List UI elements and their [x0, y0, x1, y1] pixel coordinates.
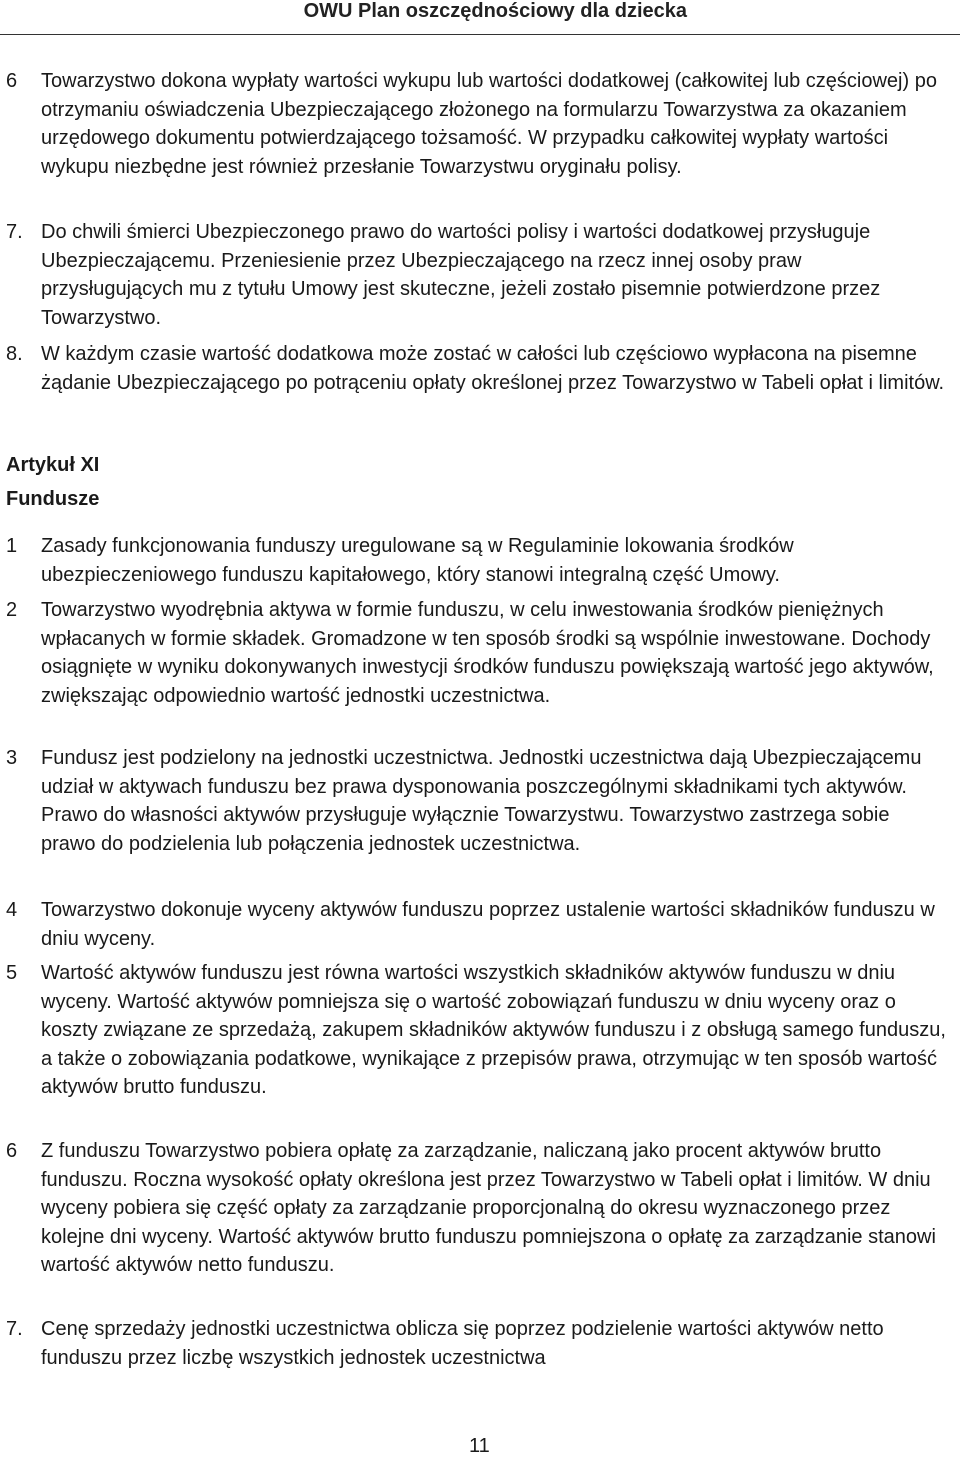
- item-text: Do chwili śmierci Ubezpieczonego prawo do wartości polisy i wartości dodatkowej przysługuje Ubezpieczającemu. Przeniesienie przez Ubezpieczającego na rzecz innej osoby praw przysługujących mu z tytułu Umowy jest skuteczne, jeżeli zostało pisemnie potwierdzone przez Towarzystwo.: [41, 221, 881, 329]
- item-number: 6: [6, 70, 18, 92]
- page-number: 11: [469, 1435, 490, 1457]
- item-number: 7.: [6, 1318, 23, 1340]
- item-number: 7.: [6, 221, 23, 243]
- item-text: Wartość aktywów funduszu jest równa wartości wszystkich składników aktywów funduszu w dniu wyceny. Wartość aktywów pomniejsza się o wartość zobowiązań funduszu w dniu wyceny oraz o koszty związane ze sprzedażą, zakupem składników aktywów funduszu i z obsługą samego funduszu, a także o zobowiązania podatkowe, wynikające z przepisów prawa, otrzymując w ten sposób wartość aktywów brutto funduszu.: [41, 962, 946, 1099]
- header-divider: [0, 34, 960, 35]
- item-number: 5: [6, 962, 18, 984]
- item-number: 8.: [6, 343, 23, 365]
- item-number: 1: [6, 535, 18, 557]
- article-title: Fundusze: [6, 488, 100, 510]
- item-text: Cenę sprzedaży jednostki uczestnictwa oblicza się poprzez podzielenie wartości aktywów netto funduszu przez liczbę wszystkich jednostek uczestnictwa: [41, 1318, 884, 1369]
- item-text: Towarzystwo dokona wypłaty wartości wykupu lub wartości dodatkowej (całkowitej lub częściowej) po otrzymaniu oświadczenia Ubezpieczającego złożonego na formularzu Towarzystwa za okazaniem urzędowego dokumentu potwierdzającego tożsamość. W przypadku całkowitej wypłaty wartości wykupu niezbędne jest również przesłanie Towarzystwu oryginału polisy.: [41, 70, 937, 178]
- item-text: Zasady funkcjonowania funduszy uregulowane są w Regulaminie lokowania środków ubezpieczeniowego funduszu kapitałowego, który stanowi integralną część Umowy.: [41, 535, 794, 586]
- item-number: 3: [6, 747, 18, 769]
- item-text: Towarzystwo dokonuje wyceny aktywów funduszu poprzez ustalenie wartości składników funduszu w dniu wyceny.: [41, 899, 935, 950]
- item-number: 6: [6, 1140, 18, 1162]
- article-label: Artykuł XI: [6, 454, 100, 476]
- item-text: Towarzystwo wyodrębnia aktywa w formie funduszu, w celu inwestowania środków pieniężnych wpłacanych w formie składek. Gromadzone w ten sposób środki są wspólnie inwestowane. Dochody osiągnięte w wyniku dokonywanych inwestycji środków funduszu powiększają wartość jego aktywów, zwiększając odpowiednio wartość jednostki uczestnictwa.: [41, 599, 934, 707]
- item-number: 2: [6, 599, 18, 621]
- item-text: Fundusz jest podzielony na jednostki uczestnictwa. Jednostki uczestnictwa dają Ubezpieczającemu udział w aktywach funduszu bez prawa dysponowania poszczególnymi składnikami tych aktywów. Prawo do własności aktywów przysługuje wyłącznie Towarzystwu. Towarzystwo zastrzega sobie prawo do podzielenia lub połączenia jednostek uczestnictwa.: [41, 747, 922, 855]
- item-number: 4: [6, 899, 18, 921]
- item-text: W każdym czasie wartość dodatkowa może zostać w całości lub częściowo wypłacona na pisemne żądanie Ubezpieczającego po potrąceniu opłaty określonej przez Towarzystwo w Tabeli opłat i limitów.: [41, 343, 945, 394]
- document-title: OWU Plan oszczędnościowy dla dziecka: [303, 0, 687, 22]
- page-header: [0, 0, 960, 40]
- item-text: Z funduszu Towarzystwo pobiera opłatę za zarządzanie, naliczaną jako procent aktywów brutto funduszu. Roczna wysokość opłaty określona jest przez Towarzystwo w Tabeli opłat i limitów. W dniu wyceny pobiera się część opłaty za zarządzanie proporcjonalną do okresu wyznaczonego przez kolejne dni wyceny. Wartość aktywów brutto funduszu pomniejszona o opłatę za zarządzanie stanowi wartość aktywów netto funduszu.: [41, 1140, 936, 1277]
